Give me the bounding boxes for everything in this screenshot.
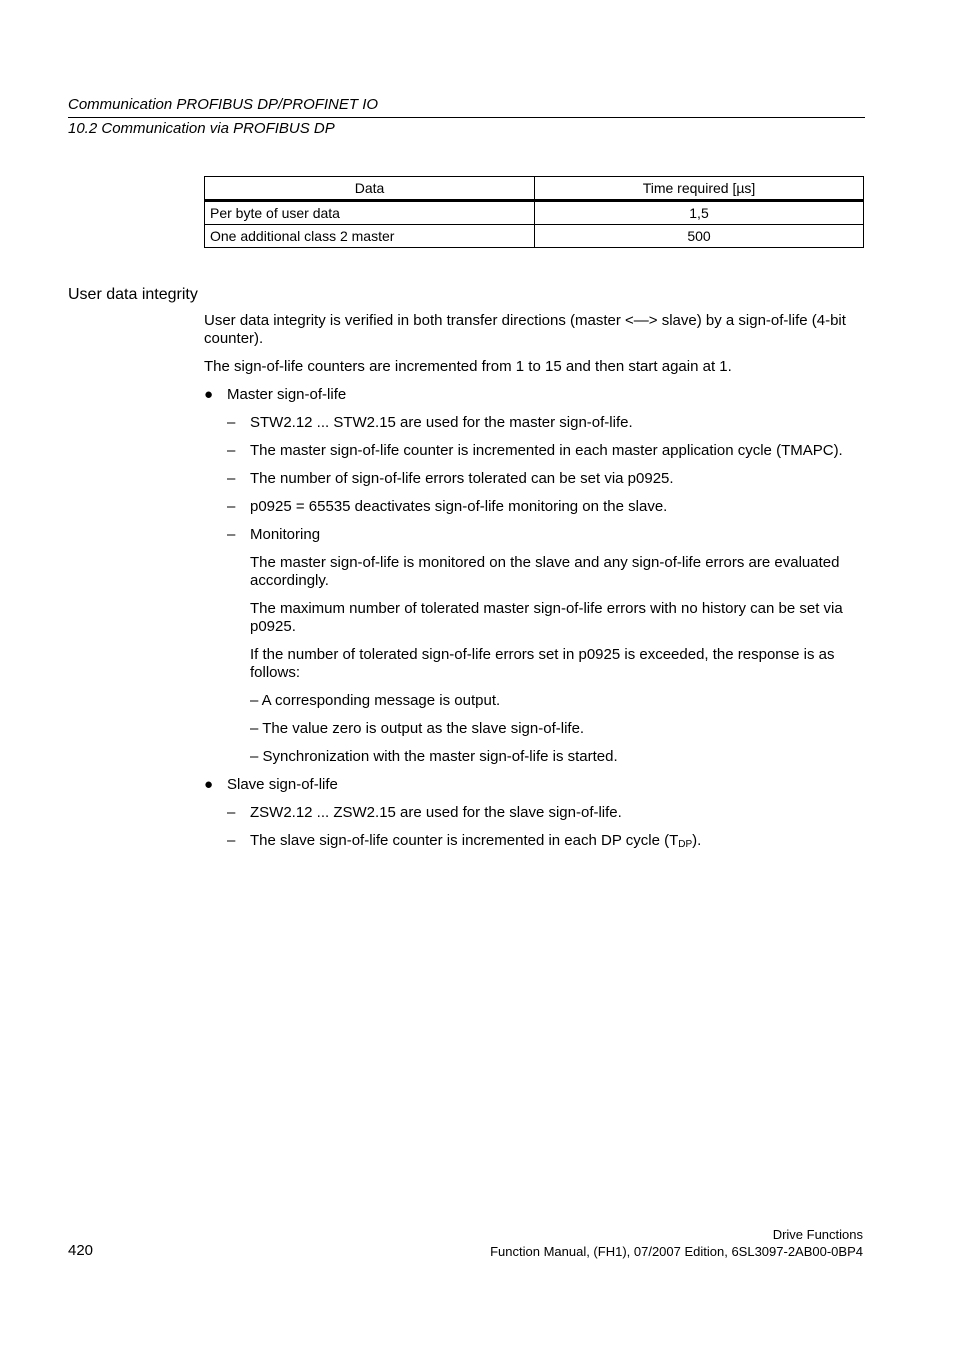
list-item: [204, 470, 864, 488]
table-cell: Per byte of user data: [205, 201, 535, 225]
page-header: [68, 96, 865, 138]
section-body: [204, 312, 864, 860]
dash-icon: –: [227, 804, 236, 821]
bullet-master-sign-of-life: [204, 386, 864, 404]
header-chapter: Communication PROFIBUS DP/PROFINET IO: [68, 96, 379, 113]
list-item-text: ZSW2.12 ... ZSW2.15 are used for the slave sign-of-life.: [250, 804, 622, 821]
page-number: 420: [68, 1242, 94, 1259]
paragraph: User data integrity is verified in both transfer directions (master <—> slave) by a sign-of-life (4-bit counter).: [204, 312, 846, 347]
monitoring-response: – The value zero is output as the slave sign-of-life.: [250, 720, 585, 737]
list-item-text: The number of sign-of-life errors tolerated can be set via p0925.: [250, 470, 674, 487]
list-item: [204, 442, 864, 460]
table-cell: 500: [535, 225, 864, 248]
list-item: [204, 414, 864, 432]
list-item: [204, 832, 864, 850]
list-item: [204, 526, 864, 544]
monitoring-paragraph: If the number of tolerated sign-of-life errors set in p0925 is exceeded, the response is as follows:: [250, 646, 835, 681]
list-item-text: The master sign-of-life counter is incremented in each master application cycle (TMAPC).: [250, 442, 843, 459]
table-header-row: [205, 177, 864, 201]
timing-table: [204, 176, 864, 248]
dash-icon: –: [227, 832, 236, 849]
monitoring-paragraph: The maximum number of tolerated master sign-of-life errors with no history can be set via p0925.: [250, 600, 843, 635]
table-row: [205, 201, 864, 225]
list-item: [204, 804, 864, 822]
list-item-text: [250, 832, 701, 849]
table-cell: One additional class 2 master: [205, 225, 535, 248]
table-header-cell: Time required [µs]: [535, 177, 864, 201]
bullet-slave-sign-of-life: [204, 776, 864, 794]
dash-icon: –: [227, 526, 236, 543]
page-footer: [490, 1226, 863, 1260]
bullet-icon: ●: [204, 386, 214, 403]
dash-icon: –: [227, 498, 236, 515]
header-section: 10.2 Communication via PROFIBUS DP: [68, 120, 335, 137]
text-fragment: The slave sign-of-life counter is incremented in each DP cycle (T: [250, 832, 679, 849]
bullet-icon: ●: [204, 776, 214, 793]
table-header-cell: Data: [205, 177, 535, 201]
footer-title: Drive Functions: [772, 1227, 863, 1242]
monitoring-response: – A corresponding message is output.: [250, 692, 501, 709]
monitoring-paragraph: The master sign-of-life is monitored on the slave and any sign-of-life errors are evaluated accordingly.: [250, 554, 840, 589]
list-item-text: STW2.12 ... STW2.15 are used for the master sign-of-life.: [250, 414, 633, 431]
table-cell: 1,5: [535, 201, 864, 225]
section-title: User data integrity: [68, 286, 198, 303]
dash-icon: –: [227, 414, 236, 431]
bullet-label: Master sign-of-life: [227, 386, 347, 403]
text-fragment: ).: [692, 832, 702, 849]
list-item-text: p0925 = 65535 deactivates sign-of-life monitoring on the slave.: [250, 498, 668, 515]
subscript: DP: [678, 839, 693, 850]
table-row: [205, 225, 864, 248]
paragraph: The sign-of-life counters are incremented from 1 to 15 and then start again at 1.: [204, 358, 732, 375]
list-item: [204, 498, 864, 516]
dash-icon: –: [227, 442, 236, 459]
header-rule: [68, 117, 865, 118]
list-item-text: Monitoring: [250, 526, 321, 543]
bullet-label: Slave sign-of-life: [227, 776, 338, 793]
monitoring-response: – Synchronization with the master sign-of-life is started.: [250, 748, 618, 765]
dash-icon: –: [227, 470, 236, 487]
footer-manual: Function Manual, (FH1), 07/2007 Edition, 6SL3097-2AB00-0BP4: [490, 1244, 863, 1259]
